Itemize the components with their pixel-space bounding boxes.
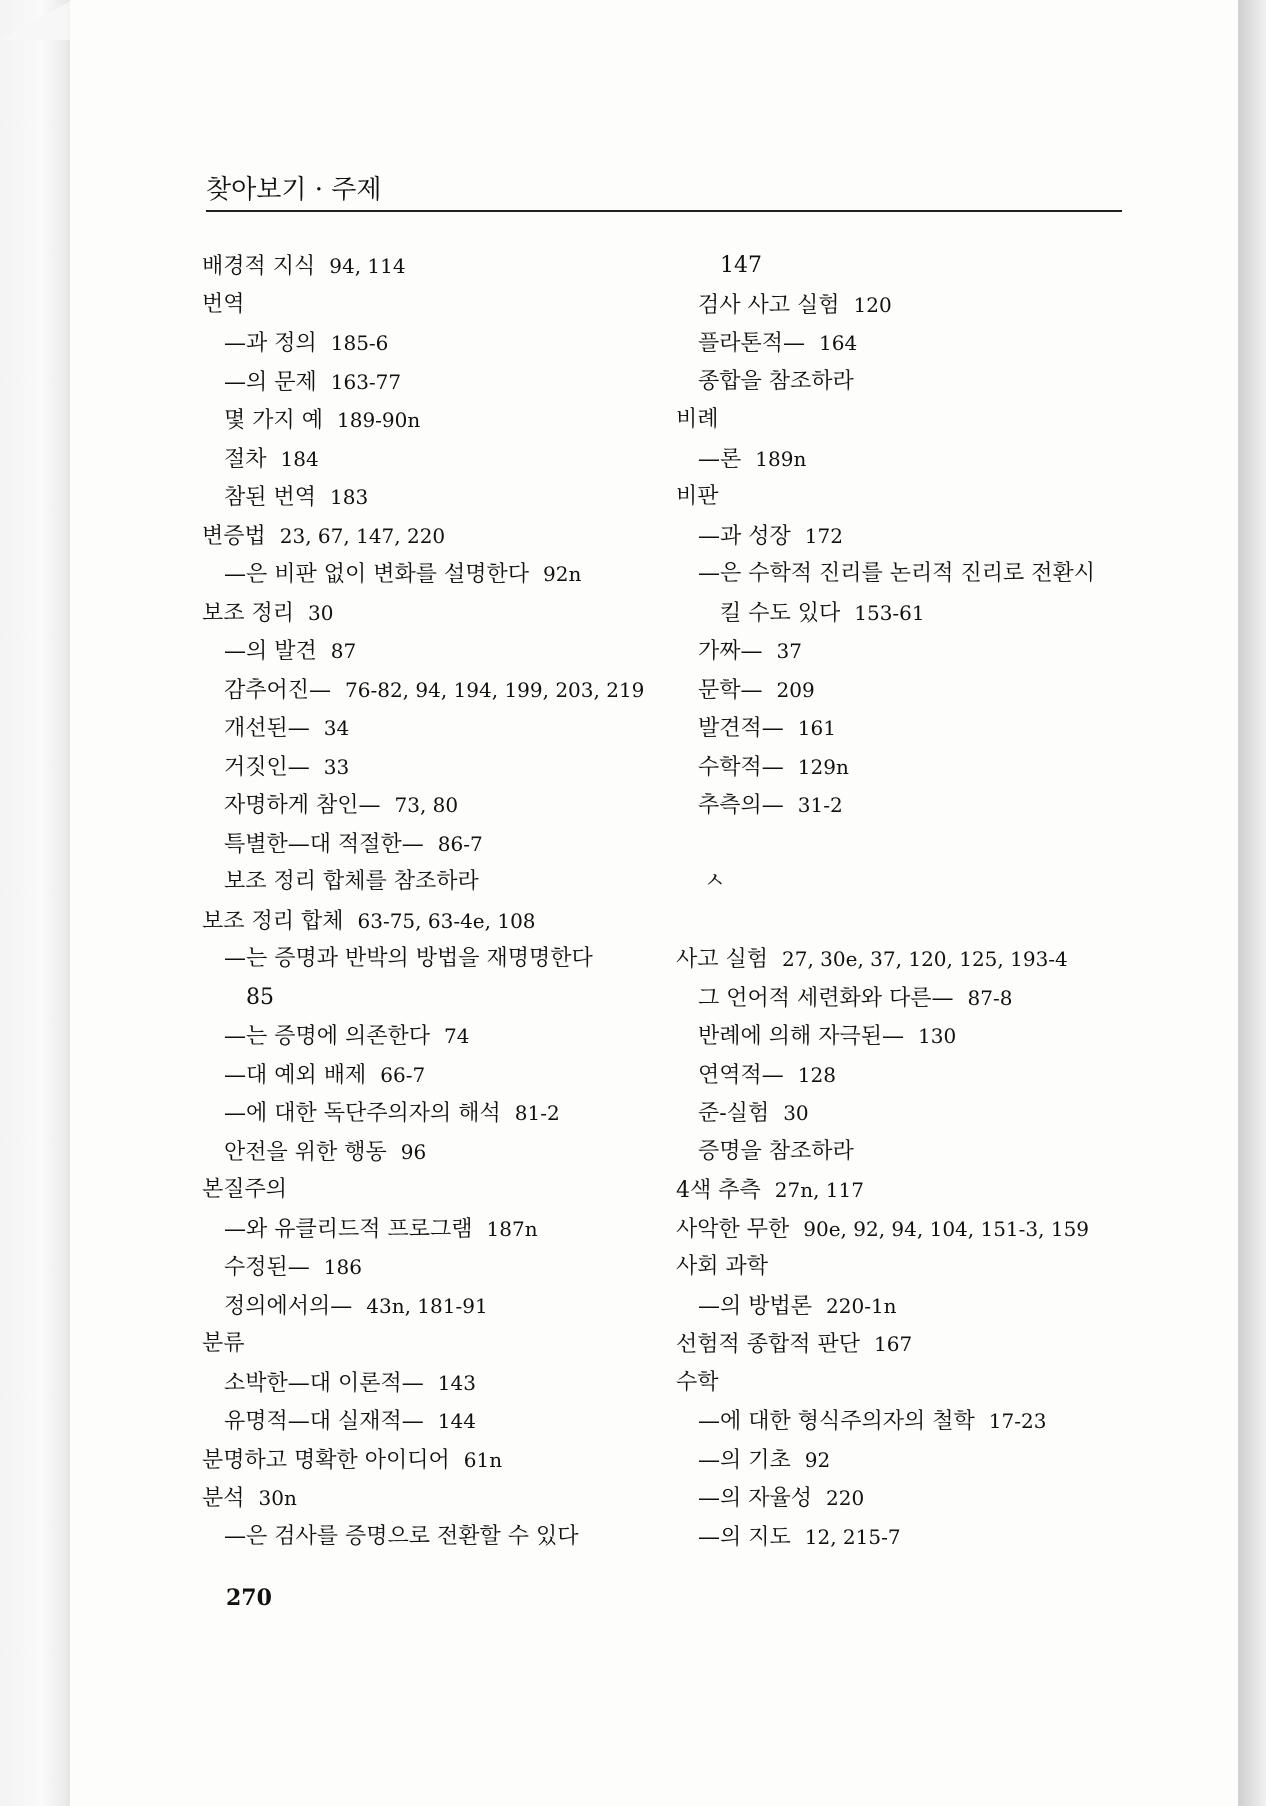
index-page-refs: 143 bbox=[437, 1370, 476, 1395]
index-page-refs: 187n bbox=[486, 1216, 538, 1241]
index-term: 거짓인— bbox=[224, 754, 310, 780]
index-page-refs: 130 bbox=[918, 1024, 957, 1048]
index-page-refs: 209 bbox=[776, 677, 815, 702]
index-page-refs: 81-2 bbox=[514, 1101, 560, 1125]
index-page-refs: 43n, 181-91 bbox=[366, 1293, 488, 1318]
index-entry bbox=[676, 247, 1136, 286]
index-page-refs: 61n bbox=[463, 1447, 503, 1472]
index-entry bbox=[202, 979, 662, 1018]
index-term: 개선된— bbox=[224, 716, 310, 741]
index-entry bbox=[676, 478, 1136, 517]
page-header bbox=[206, 170, 1122, 212]
index-entry bbox=[202, 863, 662, 902]
index-entry bbox=[202, 825, 662, 864]
index-entry bbox=[676, 786, 1136, 825]
index-term: 특별한—대 적절한— bbox=[224, 831, 424, 857]
index-page-refs: 129n bbox=[797, 754, 849, 779]
index-term: 분류 bbox=[202, 1331, 245, 1356]
index-entry bbox=[202, 247, 662, 286]
index-term: —는 증명과 반박의 방법을 재명명한다 bbox=[224, 946, 593, 971]
index-entry bbox=[676, 286, 1136, 325]
index-page-refs: 163-77 bbox=[330, 369, 402, 394]
index-term: 선험적 종합적 판단 bbox=[676, 1332, 861, 1357]
index-term: 종합을 참조하라 bbox=[698, 368, 854, 394]
index-term: 분명하고 명확한 아이디어 bbox=[202, 1447, 450, 1473]
index-entry bbox=[202, 940, 662, 979]
index-term: —의 기초 bbox=[698, 1447, 791, 1473]
index-entry bbox=[676, 748, 1136, 787]
index-entry bbox=[202, 1441, 662, 1480]
index-page-refs: 23, 67, 147, 220 bbox=[279, 523, 446, 548]
index-entry bbox=[202, 1402, 662, 1441]
index-term: —과 정의 bbox=[224, 331, 317, 356]
index-term: 증명을 참조하라 bbox=[698, 1138, 854, 1164]
index-term: —에 대한 형식주의자의 철학 bbox=[698, 1409, 975, 1434]
index-entry bbox=[676, 1017, 1136, 1056]
index-entry bbox=[202, 1056, 662, 1095]
index-entry bbox=[676, 440, 1136, 479]
index-page-refs: 164 bbox=[819, 331, 858, 355]
index-entry bbox=[202, 1325, 662, 1364]
index-page-refs: 27n, 117 bbox=[774, 1178, 864, 1202]
index-page-refs: 120 bbox=[853, 292, 892, 317]
index-term: 감추어진— bbox=[224, 677, 332, 703]
index-term: —의 방법론 bbox=[698, 1293, 813, 1319]
index-entry bbox=[676, 1133, 1136, 1172]
index-page-refs: 86-7 bbox=[437, 831, 483, 856]
index-entry bbox=[676, 1171, 1136, 1210]
page-edge bbox=[1238, 0, 1266, 1806]
index-entry bbox=[676, 1364, 1136, 1403]
index-term: —의 발견 bbox=[224, 639, 317, 664]
index-page-refs: 17-23 bbox=[988, 1409, 1047, 1433]
index-term: 소박한—대 이론적— bbox=[224, 1370, 424, 1396]
index-term: 연역적— bbox=[698, 1062, 784, 1088]
index-entry bbox=[202, 902, 662, 941]
index-term: 사회 과학 bbox=[676, 1254, 769, 1279]
index-term: ㅅ bbox=[704, 869, 726, 894]
index-term: 추측의— bbox=[698, 793, 784, 818]
index-page-refs: 189-90n bbox=[337, 408, 421, 432]
index-term: 본질주의 bbox=[202, 1177, 288, 1202]
index-page-refs: 90e, 92, 94, 104, 151-3, 159 bbox=[803, 1216, 1090, 1241]
index-entry bbox=[202, 1248, 662, 1287]
index-term: 반례에 의해 자극된— bbox=[698, 1024, 905, 1049]
index-term: 절차 bbox=[224, 446, 267, 472]
index-entry bbox=[202, 1364, 662, 1403]
index-term: —의 문제 bbox=[224, 369, 317, 395]
index-term: 발견적— bbox=[698, 716, 784, 741]
index-term: 검사 사고 실험 bbox=[698, 292, 840, 318]
index-term: 배경적 지식 bbox=[202, 254, 316, 279]
index-entry bbox=[202, 632, 662, 671]
index-page-refs: 66-7 bbox=[380, 1062, 426, 1087]
index-term: 정의에서의— bbox=[224, 1293, 353, 1319]
index-page-refs: 128 bbox=[797, 1062, 836, 1087]
index-term: 가짜— bbox=[698, 639, 763, 664]
index-entry bbox=[202, 363, 662, 402]
index-term: —의 자율성 bbox=[698, 1486, 813, 1511]
index-page-refs: 37 bbox=[776, 639, 802, 663]
index-term: 번역 bbox=[202, 291, 245, 317]
index-term: 몇 가지 예 bbox=[224, 408, 323, 433]
index-page-refs: 92 bbox=[804, 1447, 831, 1472]
index-page-refs: 34 bbox=[323, 716, 350, 740]
index-term: 유명적—대 실재적— bbox=[224, 1409, 424, 1434]
index-page-refs: 30 bbox=[308, 600, 334, 625]
index-entry bbox=[202, 478, 662, 517]
index-entry bbox=[676, 1518, 1136, 1557]
index-term: 4색 추측 bbox=[676, 1178, 761, 1203]
index-term: 수정된— bbox=[224, 1255, 310, 1280]
index-term: —은 비판 없이 변화를 설명한다 bbox=[224, 562, 529, 587]
index-entry bbox=[202, 671, 662, 710]
index-term: —은 검사를 증명으로 전환할 수 있다 bbox=[224, 1523, 579, 1549]
index-term: —은 수학적 진리를 논리적 진리로 전환시 bbox=[698, 561, 1095, 586]
index-term: 문학— bbox=[698, 677, 763, 703]
index-term: 보조 정리 합체 bbox=[202, 908, 344, 934]
index-term: 비례 bbox=[676, 407, 719, 432]
index-page-refs: 183 bbox=[330, 485, 369, 509]
index-page-refs: 167 bbox=[874, 1332, 913, 1356]
index-entry bbox=[676, 1441, 1136, 1480]
index-page-refs: 220-1n bbox=[826, 1293, 897, 1318]
index-entry bbox=[676, 1210, 1136, 1249]
index-term: 보조 정리 bbox=[202, 600, 295, 626]
index-entry bbox=[202, 1094, 662, 1133]
index-term: —의 지도 bbox=[698, 1524, 791, 1550]
index-page-refs: 153-61 bbox=[854, 600, 925, 625]
index-entry bbox=[676, 632, 1136, 671]
index-entry bbox=[202, 1479, 662, 1518]
index-entry bbox=[676, 940, 1136, 979]
index-entry bbox=[676, 1402, 1136, 1441]
index-column-left bbox=[202, 247, 662, 1556]
index-entry bbox=[676, 1056, 1136, 1095]
index-term: 보조 정리 합체를 참조하라 bbox=[224, 869, 479, 894]
index-section-letter bbox=[676, 863, 1136, 902]
index-entry bbox=[202, 517, 662, 556]
index-entry bbox=[676, 1479, 1136, 1518]
index-entry bbox=[202, 594, 662, 633]
index-page-refs: 30 bbox=[783, 1101, 809, 1125]
index-term: —론 bbox=[698, 446, 742, 472]
index-term: 사악한 무한 bbox=[676, 1216, 790, 1242]
index-term: —와 유클리드적 프로그램 bbox=[224, 1216, 473, 1242]
index-entry bbox=[202, 440, 662, 479]
index-page-refs: 30n bbox=[258, 1486, 297, 1510]
index-spacer bbox=[676, 902, 1136, 941]
index-term: 분석 bbox=[202, 1486, 245, 1511]
index-column-right bbox=[676, 247, 1136, 1556]
page-title: 찾아보기 · 주제 bbox=[206, 175, 382, 205]
index-entry bbox=[202, 555, 662, 594]
index-term: 그 언어적 세련화와 다른— bbox=[698, 985, 954, 1011]
index-term: —에 대한 독단주의자의 해석 bbox=[224, 1101, 501, 1126]
index-entry bbox=[676, 671, 1136, 710]
index-term: 비판 bbox=[676, 484, 719, 509]
index-term: 준-실험 bbox=[698, 1101, 770, 1126]
index-page-refs: 76-82, 94, 194, 199, 203, 219 bbox=[345, 677, 645, 702]
index-entry bbox=[676, 1325, 1136, 1364]
index-page-refs: 27, 30e, 37, 120, 125, 193-4 bbox=[782, 947, 1068, 971]
index-term: 85 bbox=[246, 984, 274, 1010]
index-term: 킬 수도 있다 bbox=[720, 600, 841, 626]
index-page-refs: 96 bbox=[400, 1139, 427, 1164]
index-entry bbox=[202, 324, 662, 363]
index-entry bbox=[202, 401, 662, 440]
index-page-refs: 184 bbox=[280, 446, 319, 471]
index-entry bbox=[676, 709, 1136, 748]
index-term: 수학 bbox=[676, 1369, 719, 1395]
index-entry bbox=[202, 709, 662, 748]
index-entry bbox=[676, 555, 1136, 594]
index-term: 사고 실험 bbox=[676, 947, 769, 972]
index-page-refs: 63-75, 63-4e, 108 bbox=[357, 908, 536, 933]
index-entry bbox=[202, 286, 662, 325]
index-term: 안전을 위한 행동 bbox=[224, 1139, 387, 1165]
index-term: 변증법 bbox=[202, 523, 266, 549]
index-entry bbox=[676, 1248, 1136, 1287]
index-term: —는 증명에 의존한다 bbox=[224, 1024, 431, 1049]
index-page-refs: 92n bbox=[543, 562, 582, 586]
index-page-refs: 31-2 bbox=[797, 793, 843, 817]
page-number: 270 bbox=[226, 1585, 272, 1611]
index-term: 플라톤적— bbox=[698, 331, 806, 356]
index-term: 수학적— bbox=[698, 754, 784, 780]
index-page-refs: 33 bbox=[323, 754, 350, 779]
index-page-refs: 161 bbox=[797, 716, 836, 740]
index-page-refs: 186 bbox=[323, 1255, 362, 1279]
index-page-refs: 189n bbox=[755, 446, 807, 471]
index-term: 147 bbox=[720, 253, 762, 278]
index-page-refs: 144 bbox=[437, 1409, 476, 1433]
index-entry bbox=[202, 1017, 662, 1056]
index-entry bbox=[676, 1094, 1136, 1133]
index-entry bbox=[676, 1287, 1136, 1326]
index-page-refs: 185-6 bbox=[330, 331, 389, 355]
index-entry bbox=[202, 1287, 662, 1326]
index-entry bbox=[202, 1133, 662, 1172]
index-entry bbox=[202, 1518, 662, 1557]
index-page-refs: 12, 215-7 bbox=[804, 1524, 901, 1549]
index-page-refs: 73, 80 bbox=[394, 793, 459, 817]
index-term: 참된 번역 bbox=[224, 485, 317, 510]
index-entry bbox=[676, 363, 1136, 402]
index-page-refs: 87-8 bbox=[967, 985, 1013, 1010]
index-entry bbox=[202, 1210, 662, 1249]
index-entry bbox=[202, 786, 662, 825]
index-page-refs: 94, 114 bbox=[329, 254, 406, 278]
index-term: —과 성장 bbox=[698, 523, 791, 549]
index-entry bbox=[676, 594, 1136, 633]
book-spine bbox=[0, 0, 71, 1806]
index-entry bbox=[202, 1171, 662, 1210]
index-spacer bbox=[676, 825, 1136, 864]
index-page-refs: 87 bbox=[330, 639, 357, 663]
index-entry bbox=[676, 324, 1136, 363]
index-page-refs: 220 bbox=[826, 1486, 865, 1510]
index-entry bbox=[676, 401, 1136, 440]
index-entry bbox=[676, 517, 1136, 556]
index-page-refs: 74 bbox=[444, 1024, 470, 1048]
index-entry bbox=[676, 979, 1136, 1018]
index-term: 자명하게 참인— bbox=[224, 793, 381, 818]
index-term: —대 예외 배제 bbox=[224, 1062, 367, 1088]
index-page-refs: 172 bbox=[804, 523, 843, 548]
index-entry bbox=[202, 748, 662, 787]
